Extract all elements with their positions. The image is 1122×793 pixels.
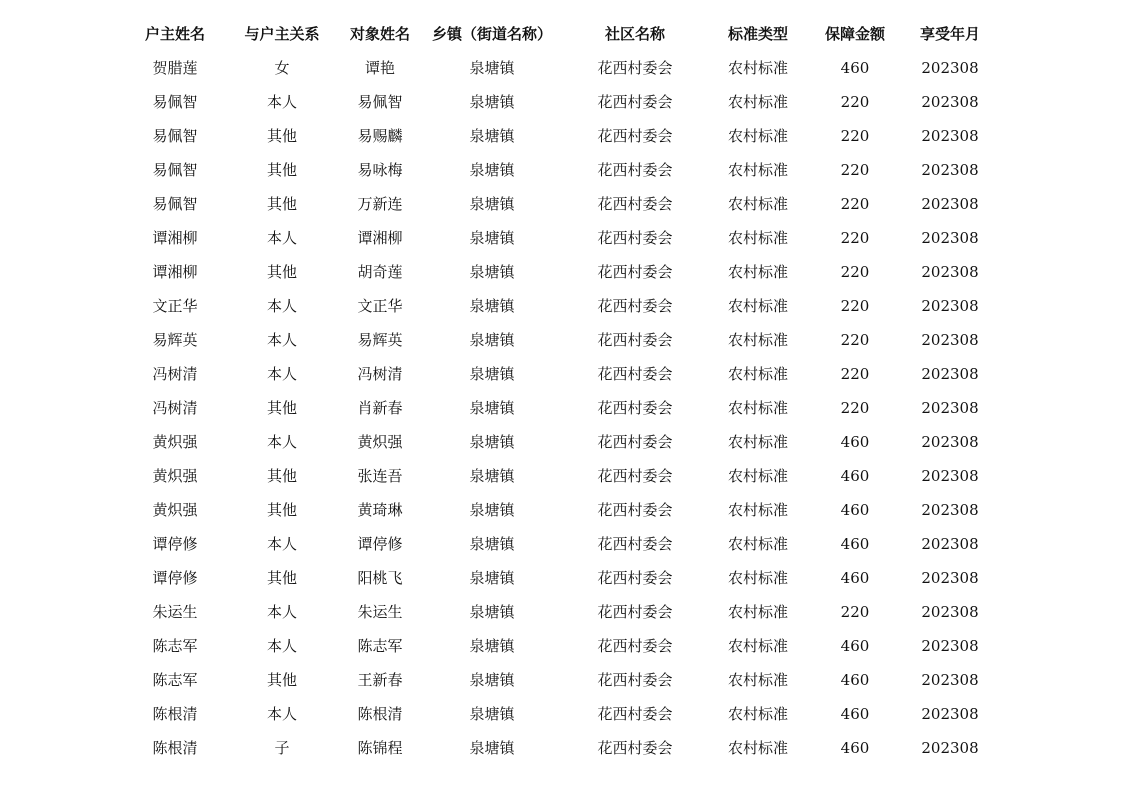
cell-standard-type: 农村标准 [727, 705, 788, 723]
cell-standard-type: 农村标准 [727, 467, 788, 485]
cell-month: 202308 [921, 297, 979, 315]
cell-month: 202308 [921, 535, 979, 553]
cell-amount: 460 [840, 569, 870, 587]
cell-month: 202308 [921, 637, 979, 655]
cell-amount: 460 [840, 433, 870, 451]
table-row [0, 493, 1122, 527]
cell-standard-type: 农村标准 [727, 229, 788, 247]
cell-standard-type: 农村标准 [727, 59, 788, 77]
cell-householder-name: 陈根清 [152, 705, 198, 723]
cell-householder-name: 朱运生 [152, 603, 198, 621]
cell-householder-name: 黄炽强 [152, 433, 198, 451]
cell-householder-name: 易佩智 [152, 195, 198, 213]
header-month: 享受年月 [919, 25, 980, 43]
cell-town: 泉塘镇 [469, 195, 515, 213]
cell-householder-name: 贺腊莲 [152, 59, 198, 77]
cell-community: 花西村委会 [597, 739, 673, 757]
cell-recipient-name: 阳桃飞 [357, 569, 403, 587]
cell-community: 花西村委会 [597, 501, 673, 519]
cell-standard-type: 农村标准 [727, 501, 788, 519]
cell-householder-name: 冯树清 [152, 365, 198, 383]
cell-amount: 460 [840, 739, 870, 757]
cell-recipient-name: 谭艳 [364, 59, 395, 77]
cell-relationship: 其他 [266, 569, 297, 587]
cell-month: 202308 [921, 467, 979, 485]
cell-month: 202308 [921, 705, 979, 723]
cell-community: 花西村委会 [597, 93, 673, 111]
cell-householder-name: 谭停修 [152, 535, 198, 553]
cell-householder-name: 谭湘柳 [152, 263, 198, 281]
cell-month: 202308 [921, 195, 979, 213]
cell-recipient-name: 易辉英 [357, 331, 403, 349]
table-row [0, 119, 1122, 153]
table-row [0, 595, 1122, 629]
cell-community: 花西村委会 [597, 297, 673, 315]
table-row [0, 289, 1122, 323]
header-amount: 保障金额 [824, 25, 885, 43]
cell-town: 泉塘镇 [469, 229, 515, 247]
cell-amount: 220 [840, 127, 870, 145]
cell-amount: 460 [840, 501, 870, 519]
header-community: 社区名称 [604, 25, 665, 43]
table-row [0, 187, 1122, 221]
cell-recipient-name: 易咏梅 [357, 161, 403, 179]
cell-town: 泉塘镇 [469, 93, 515, 111]
cell-standard-type: 农村标准 [727, 739, 788, 757]
cell-relationship: 本人 [266, 365, 297, 383]
cell-town: 泉塘镇 [469, 739, 515, 757]
table-row [0, 425, 1122, 459]
cell-community: 花西村委会 [597, 433, 673, 451]
cell-town: 泉塘镇 [469, 637, 515, 655]
cell-householder-name: 冯树清 [152, 399, 198, 417]
cell-town: 泉塘镇 [469, 263, 515, 281]
cell-recipient-name: 陈志军 [357, 637, 403, 655]
cell-recipient-name: 万新连 [357, 195, 403, 213]
cell-recipient-name: 谭停修 [357, 535, 403, 553]
cell-relationship: 本人 [266, 705, 297, 723]
cell-householder-name: 易佩智 [152, 127, 198, 145]
cell-town: 泉塘镇 [469, 399, 515, 417]
cell-standard-type: 农村标准 [727, 331, 788, 349]
cell-community: 花西村委会 [597, 603, 673, 621]
cell-recipient-name: 文正华 [357, 297, 403, 315]
cell-month: 202308 [921, 229, 979, 247]
cell-relationship: 本人 [266, 229, 297, 247]
cell-recipient-name: 黄炽强 [357, 433, 403, 451]
cell-town: 泉塘镇 [469, 365, 515, 383]
cell-community: 花西村委会 [597, 637, 673, 655]
cell-town: 泉塘镇 [469, 535, 515, 553]
cell-standard-type: 农村标准 [727, 637, 788, 655]
cell-householder-name: 陈志军 [152, 671, 198, 689]
cell-town: 泉塘镇 [469, 705, 515, 723]
cell-recipient-name: 易赐麟 [357, 127, 403, 145]
cell-householder-name: 易佩智 [152, 161, 198, 179]
table-row [0, 663, 1122, 697]
cell-standard-type: 农村标准 [727, 195, 788, 213]
cell-recipient-name: 谭湘柳 [357, 229, 403, 247]
table-row [0, 459, 1122, 493]
cell-community: 花西村委会 [597, 569, 673, 587]
cell-month: 202308 [921, 161, 979, 179]
cell-month: 202308 [921, 671, 979, 689]
cell-amount: 460 [840, 637, 870, 655]
table-row [0, 85, 1122, 119]
cell-town: 泉塘镇 [469, 127, 515, 145]
cell-recipient-name: 王新春 [357, 671, 403, 689]
table-row [0, 391, 1122, 425]
table-row [0, 255, 1122, 289]
cell-community: 花西村委会 [597, 365, 673, 383]
cell-month: 202308 [921, 739, 979, 757]
cell-amount: 220 [840, 195, 870, 213]
cell-amount: 220 [840, 365, 870, 383]
cell-community: 花西村委会 [597, 671, 673, 689]
cell-relationship: 其他 [266, 467, 297, 485]
cell-householder-name: 易佩智 [152, 93, 198, 111]
cell-relationship: 本人 [266, 297, 297, 315]
cell-standard-type: 农村标准 [727, 569, 788, 587]
table-row [0, 357, 1122, 391]
cell-amount: 220 [840, 399, 870, 417]
cell-standard-type: 农村标准 [727, 603, 788, 621]
subsidy-table [0, 17, 1122, 765]
cell-householder-name: 黄炽强 [152, 467, 198, 485]
cell-month: 202308 [921, 263, 979, 281]
cell-standard-type: 农村标准 [727, 161, 788, 179]
cell-recipient-name: 陈根清 [357, 705, 403, 723]
cell-relationship: 其他 [266, 263, 297, 281]
cell-householder-name: 陈志军 [152, 637, 198, 655]
cell-community: 花西村委会 [597, 263, 673, 281]
table-row [0, 221, 1122, 255]
cell-town: 泉塘镇 [469, 331, 515, 349]
cell-amount: 460 [840, 535, 870, 553]
cell-recipient-name: 朱运生 [357, 603, 403, 621]
table-row [0, 153, 1122, 187]
table-row [0, 561, 1122, 595]
cell-month: 202308 [921, 127, 979, 145]
cell-householder-name: 谭湘柳 [152, 229, 198, 247]
cell-relationship: 本人 [266, 93, 297, 111]
cell-month: 202308 [921, 603, 979, 621]
cell-recipient-name: 张连吾 [357, 467, 403, 485]
cell-householder-name: 黄炽强 [152, 501, 198, 519]
cell-amount: 220 [840, 263, 870, 281]
cell-community: 花西村委会 [597, 331, 673, 349]
cell-community: 花西村委会 [597, 705, 673, 723]
cell-standard-type: 农村标准 [727, 433, 788, 451]
cell-town: 泉塘镇 [469, 297, 515, 315]
cell-town: 泉塘镇 [469, 467, 515, 485]
cell-amount: 220 [840, 161, 870, 179]
cell-relationship: 其他 [266, 501, 297, 519]
cell-month: 202308 [921, 331, 979, 349]
cell-standard-type: 农村标准 [727, 399, 788, 417]
cell-town: 泉塘镇 [469, 161, 515, 179]
header-householder-name: 户主姓名 [144, 25, 205, 43]
table-row [0, 629, 1122, 663]
cell-community: 花西村委会 [597, 229, 673, 247]
cell-standard-type: 农村标准 [727, 365, 788, 383]
cell-relationship: 其他 [266, 399, 297, 417]
table-row [0, 731, 1122, 765]
cell-relationship: 女 [274, 59, 290, 77]
cell-amount: 460 [840, 467, 870, 485]
cell-recipient-name: 黄琦琳 [357, 501, 403, 519]
cell-standard-type: 农村标准 [727, 263, 788, 281]
cell-amount: 220 [840, 603, 870, 621]
cell-amount: 220 [840, 331, 870, 349]
cell-month: 202308 [921, 93, 979, 111]
cell-householder-name: 易辉英 [152, 331, 198, 349]
header-town: 乡镇（街道名称） [431, 25, 552, 43]
cell-amount: 220 [840, 93, 870, 111]
header-recipient-name: 对象姓名 [349, 25, 410, 43]
cell-relationship: 其他 [266, 127, 297, 145]
cell-recipient-name: 肖新春 [357, 399, 403, 417]
cell-relationship: 本人 [266, 603, 297, 621]
cell-community: 花西村委会 [597, 127, 673, 145]
cell-standard-type: 农村标准 [727, 297, 788, 315]
table-body [0, 51, 1122, 765]
cell-month: 202308 [921, 501, 979, 519]
cell-town: 泉塘镇 [469, 603, 515, 621]
cell-community: 花西村委会 [597, 535, 673, 553]
cell-community: 花西村委会 [597, 467, 673, 485]
cell-standard-type: 农村标准 [727, 93, 788, 111]
cell-recipient-name: 冯树清 [357, 365, 403, 383]
cell-community: 花西村委会 [597, 195, 673, 213]
cell-town: 泉塘镇 [469, 569, 515, 587]
cell-standard-type: 农村标准 [727, 671, 788, 689]
cell-community: 花西村委会 [597, 59, 673, 77]
cell-standard-type: 农村标准 [727, 535, 788, 553]
cell-relationship: 子 [274, 739, 290, 757]
table-header-row [0, 17, 1122, 51]
table-row [0, 697, 1122, 731]
cell-month: 202308 [921, 569, 979, 587]
cell-amount: 460 [840, 705, 870, 723]
table-row [0, 323, 1122, 357]
cell-amount: 460 [840, 671, 870, 689]
cell-recipient-name: 胡奇莲 [357, 263, 403, 281]
cell-month: 202308 [921, 433, 979, 451]
cell-recipient-name: 易佩智 [357, 93, 403, 111]
cell-community: 花西村委会 [597, 161, 673, 179]
header-relationship: 与户主关系 [244, 25, 320, 43]
cell-town: 泉塘镇 [469, 433, 515, 451]
cell-town: 泉塘镇 [469, 59, 515, 77]
cell-month: 202308 [921, 59, 979, 77]
cell-householder-name: 谭停修 [152, 569, 198, 587]
cell-relationship: 其他 [266, 671, 297, 689]
cell-town: 泉塘镇 [469, 501, 515, 519]
cell-amount: 460 [840, 59, 870, 77]
cell-amount: 220 [840, 229, 870, 247]
table-row [0, 51, 1122, 85]
cell-householder-name: 文正华 [152, 297, 198, 315]
cell-month: 202308 [921, 365, 979, 383]
cell-standard-type: 农村标准 [727, 127, 788, 145]
header-standard-type: 标准类型 [727, 25, 788, 43]
cell-relationship: 本人 [266, 535, 297, 553]
cell-community: 花西村委会 [597, 399, 673, 417]
cell-relationship: 其他 [266, 161, 297, 179]
cell-relationship: 其他 [266, 195, 297, 213]
cell-relationship: 本人 [266, 331, 297, 349]
cell-month: 202308 [921, 399, 979, 417]
table-row [0, 527, 1122, 561]
cell-recipient-name: 陈锦程 [357, 739, 403, 757]
cell-town: 泉塘镇 [469, 671, 515, 689]
cell-relationship: 本人 [266, 637, 297, 655]
cell-relationship: 本人 [266, 433, 297, 451]
cell-householder-name: 陈根清 [152, 739, 198, 757]
cell-amount: 220 [840, 297, 870, 315]
